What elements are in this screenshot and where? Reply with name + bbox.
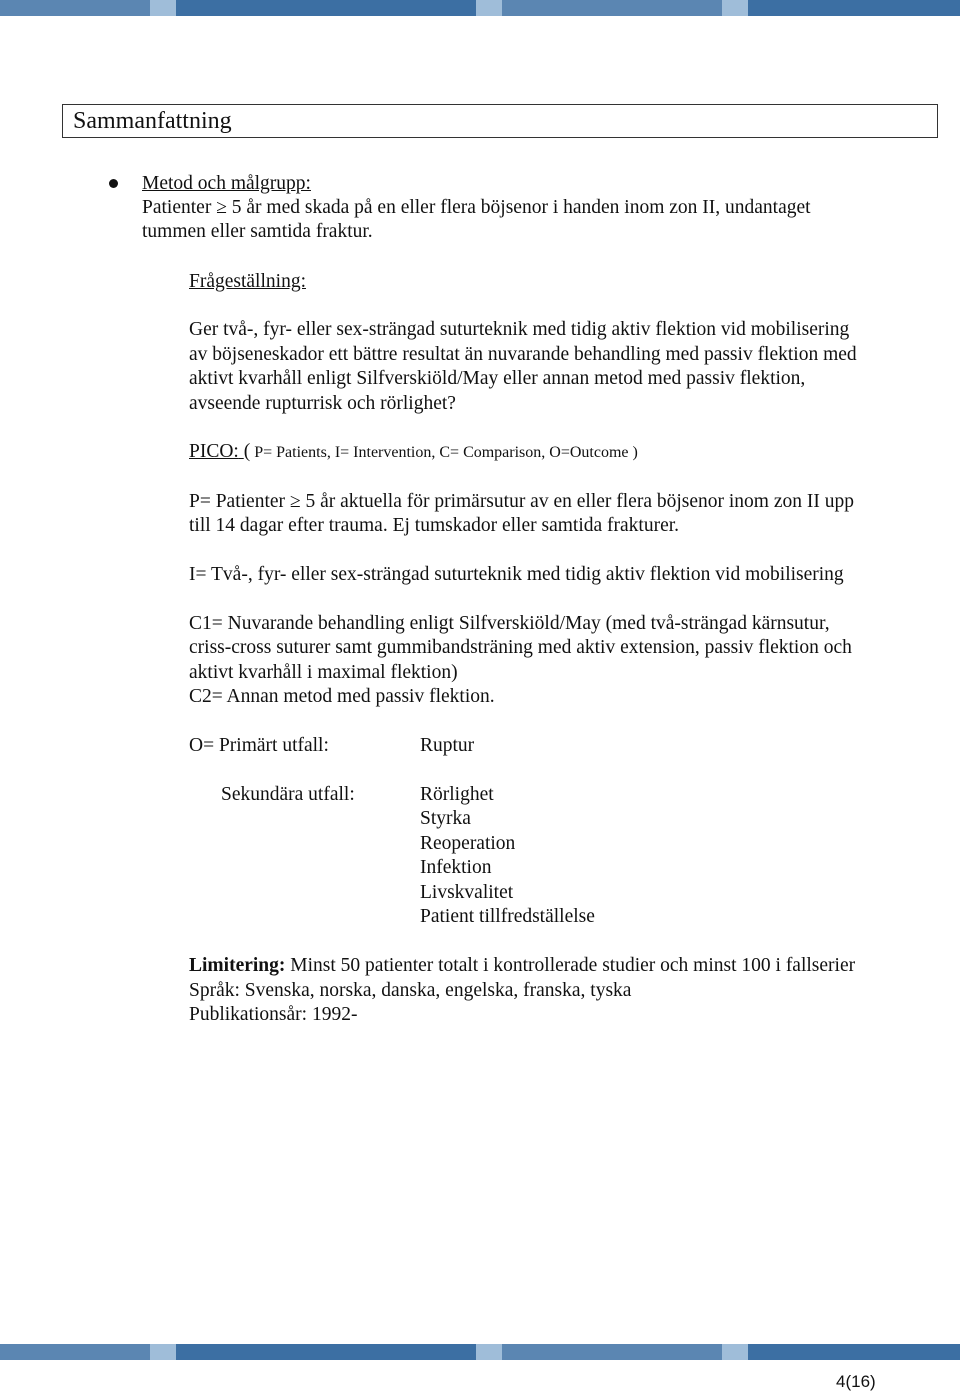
outcome-secondary-item: Patient tillfredställelse [420, 906, 595, 927]
metod-label: Metod och målgrupp: [142, 173, 311, 194]
outcome-secondary-item: Styrka [420, 808, 471, 829]
pico-heading [189, 440, 638, 466]
fragestallning-line: av böjseneskador ett bättre resultat än nuvarande behandling med passiv flektion med [189, 344, 857, 365]
metod-line-1: Patienter ≥ 5 år med skada på en eller flera böjsenor i handen inom zon II, undantaget [142, 197, 811, 218]
limitering-text: Minst 50 patienter totalt i kontrollerade studier och minst 100 i fallserier [285, 955, 856, 976]
section-heading: Sammanfattning [62, 104, 938, 138]
bullet-icon [109, 179, 118, 188]
pico-c1-line: C1= Nuvarande behandling enligt Silfverskiöld/May (med två-strängad kärnsutur, [189, 613, 830, 634]
pico-p-line: till 14 dagar efter trauma. Ej tumskador eller samtida frakturer. [189, 515, 680, 536]
bottom-decorative-band [0, 1344, 960, 1360]
fragestallning-line: Ger två-, fyr- eller sex-strängad suturteknik med tidig aktiv flektion vid mobilisering [189, 319, 850, 340]
fragestallning-label: Frågeställning: [189, 271, 306, 292]
fragestallning-line: aktivt kvarhåll enligt Silfverskiöld/May eller annan metod med passiv flektion, [189, 368, 806, 389]
outcome-secondary-item: Reoperation [420, 833, 516, 854]
outcome-primary-label: O= Primärt utfall: [189, 735, 329, 756]
pico-c2-line: C2= Annan metod med passiv flektion. [189, 686, 495, 707]
pico-c1-line: criss-cross suturer samt gummibandsträning med aktiv extension, passiv flektion och [189, 637, 852, 658]
outcome-secondary-item: Infektion [420, 857, 492, 878]
top-decorative-band [0, 0, 960, 16]
pico-c1-line: aktivt kvarhåll i maximal flektion) [189, 662, 458, 683]
outcome-secondary-label: Sekundära utfall: [221, 784, 355, 805]
fragestallning-line: avseende rupturrisk och rörlighet? [189, 393, 456, 414]
limitering-line [189, 954, 855, 979]
metod-line-2: tummen eller samtida fraktur. [142, 221, 373, 242]
pico-p-line: P= Patienter ≥ 5 år aktuella för primärsutur av en eller flera böjsenor inom zon II upp [189, 491, 854, 512]
outcome-primary-value: Ruptur [420, 735, 475, 756]
publikationsar-line: Publikationsår: 1992- [189, 1004, 358, 1025]
pico-i-line: I= Två-, fyr- eller sex-strängad suturteknik med tidig aktiv flektion vid mobilisering [189, 564, 844, 585]
pico-label: PICO: [189, 441, 239, 462]
sprak-line: Språk: Svenska, norska, danska, engelska, franska, tyska [189, 980, 632, 1001]
page-number: 4(16) [836, 1372, 876, 1391]
pico-legend: P= Patients, I= Intervention, C= Comparison, O=Outcome ) [250, 444, 638, 461]
pico-paren: ( [243, 441, 251, 462]
outcome-secondary-item: Rörlighet [420, 784, 494, 805]
limitering-label: Limitering: [189, 955, 286, 976]
outcome-secondary-item: Livskvalitet [420, 882, 514, 903]
